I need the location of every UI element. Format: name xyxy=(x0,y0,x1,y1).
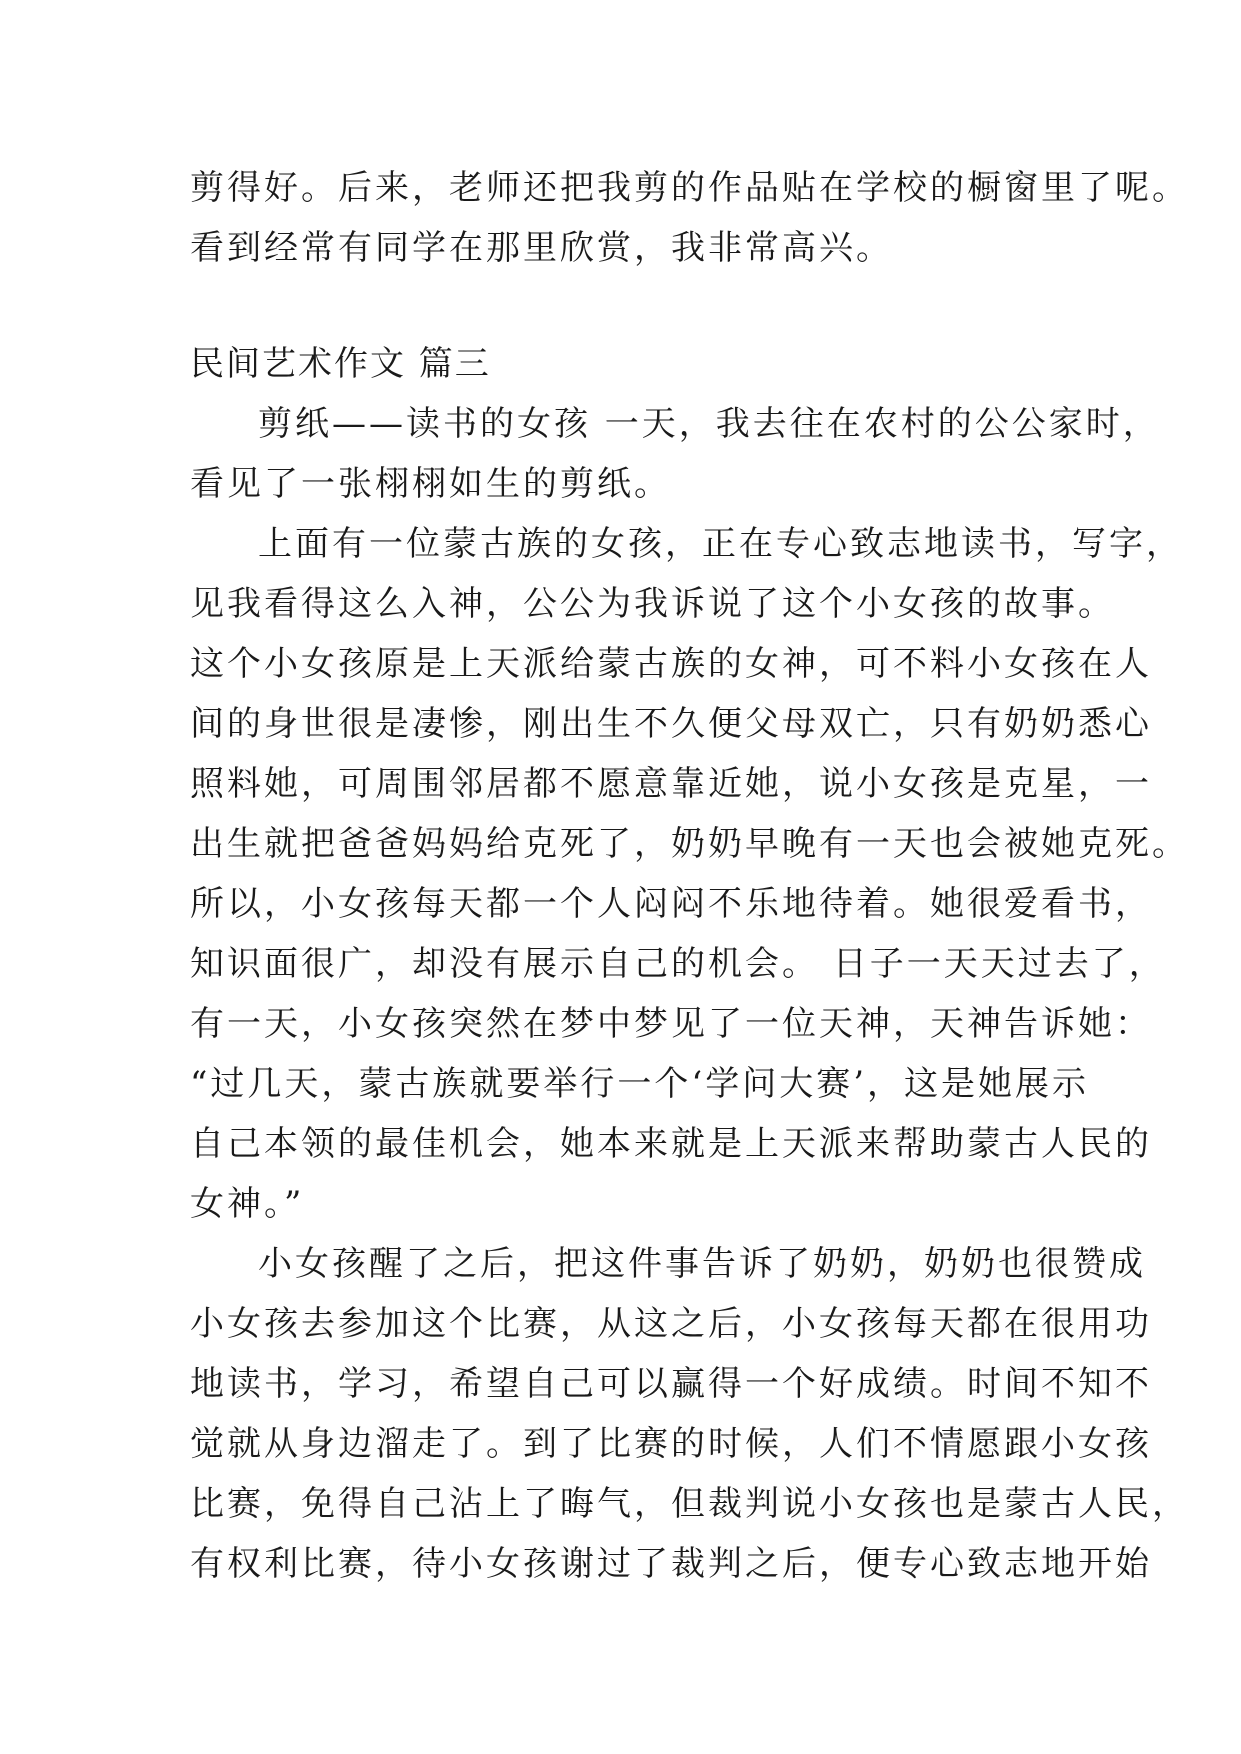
text-line: “过几天，蒙古族就要举行一个‘学问大赛’，这是她展示 xyxy=(190,1064,1089,1104)
text-line: 自己本领的最佳机会，她本来就是上天派来帮助蒙古人民的 xyxy=(190,1124,1152,1164)
text-line: 有权利比赛，待小女孩谢过了裁判之后，便专心致志地开始 xyxy=(190,1544,1152,1584)
text-line: 所以，小女孩每天都一个人闷闷不乐地待着。她很爱看书， xyxy=(190,884,1152,924)
text-line: 小女孩去参加这个比赛，从这之后，小女孩每天都在很用功 xyxy=(190,1304,1152,1344)
text-line: 上面有一位蒙古族的女孩，正在专心致志地读书，写字， xyxy=(258,524,1183,564)
text-line: 地读书，学习，希望自己可以赢得一个好成绩。时间不知不 xyxy=(190,1364,1152,1404)
text-line: 看见了一张栩栩如生的剪纸。 xyxy=(190,464,671,504)
text-line: 剪纸——读书的女孩 一天，我去往在农村的公公家时， xyxy=(258,404,1160,444)
paragraph xyxy=(190,394,1160,514)
text-line: 小女孩醒了之后，把这件事告诉了奶奶，奶奶也很赞成 xyxy=(258,1244,1146,1284)
text-line: 有一天，小女孩突然在梦中梦见了一位天神，天神告诉她： xyxy=(190,1004,1152,1044)
text-line: 看到经常有同学在那里欣赏，我非常高兴。 xyxy=(190,228,893,268)
carryover-paragraph xyxy=(190,158,1189,278)
text-line: 觉就从身边溜走了。到了比赛的时候，人们不情愿跟小女孩 xyxy=(190,1424,1152,1464)
section-body xyxy=(190,334,1189,1594)
text-line: 出生就把爸爸妈妈给克死了，奶奶早晚有一天也会被她克死。 xyxy=(190,824,1189,864)
text-line: 比赛，免得自己沾上了晦气，但裁判说小女孩也是蒙古人民， xyxy=(190,1484,1189,1524)
text-line: 这个小女孩原是上天派给蒙古族的女神，可不料小女孩在人 xyxy=(190,644,1152,684)
paragraph xyxy=(190,514,1189,1234)
text-line: 知识面很广，却没有展示自己的机会。 日子一天天过去了， xyxy=(190,944,1166,984)
paragraph xyxy=(190,1234,1189,1594)
text-line: 照料她，可周围邻居都不愿意靠近她，说小女孩是克星，一 xyxy=(190,764,1152,804)
text-line: 间的身世很是凄惨，刚出生不久便父母双亡，只有奶奶悉心 xyxy=(190,704,1152,744)
text-line: 剪得好。后来，老师还把我剪的作品贴在学校的橱窗里了呢。 xyxy=(190,168,1189,208)
text-line: 女神。” xyxy=(190,1184,305,1224)
text-line: 见我看得这么入神，公公为我诉说了这个小女孩的故事。 xyxy=(190,584,1115,624)
section-heading: 民间艺术作文 篇三 xyxy=(190,344,491,384)
